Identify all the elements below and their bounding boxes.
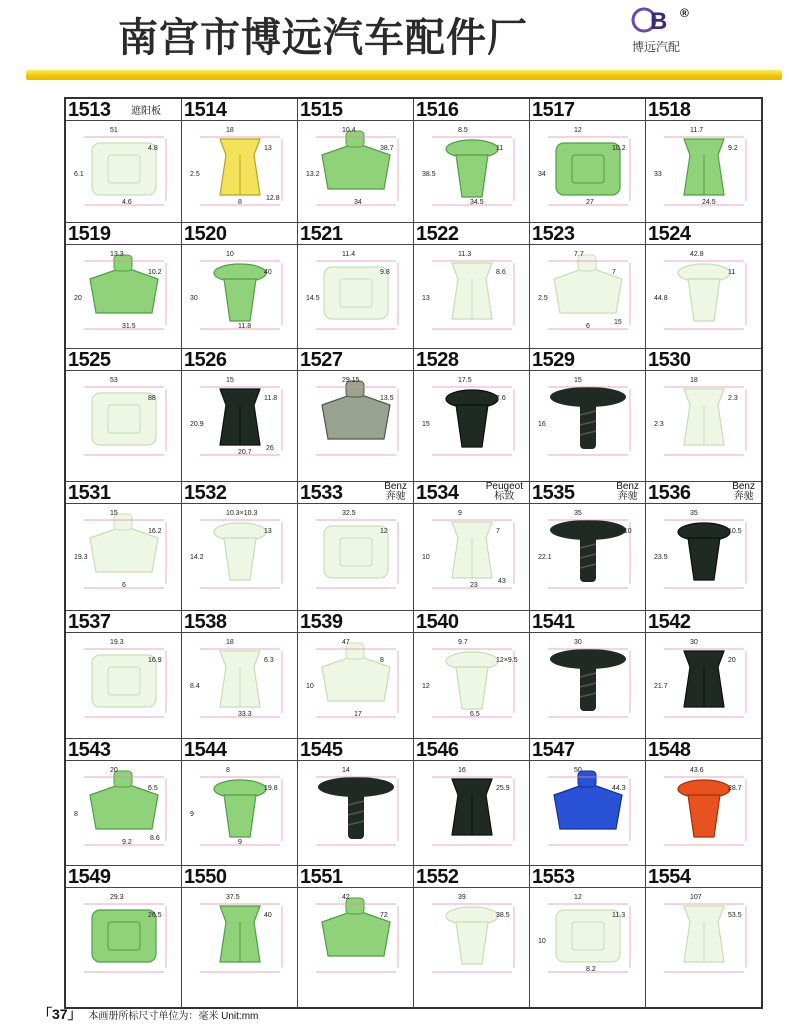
dimension-label: 13 bbox=[422, 295, 430, 302]
dimension-label: 34.5 bbox=[470, 199, 484, 206]
dimension-label: 8 bbox=[380, 657, 384, 664]
dimension-label: 12 bbox=[574, 894, 582, 901]
dimension-label: 35 bbox=[574, 510, 582, 517]
part-number: 1545 bbox=[300, 739, 343, 761]
part-number: 1514 bbox=[184, 99, 227, 121]
dimension-label: 53 bbox=[110, 377, 118, 384]
dimension-label: 15 bbox=[422, 421, 430, 428]
part-brand: Benz 奔驰 bbox=[732, 482, 755, 502]
dimension-label: 10 bbox=[226, 251, 234, 258]
dimension-label: 44.8 bbox=[654, 295, 668, 302]
part-number: 1524 bbox=[648, 223, 691, 245]
part-number: 1530 bbox=[648, 349, 691, 371]
dimension-labels bbox=[530, 223, 645, 348]
dimension-label: 53.5 bbox=[728, 912, 742, 919]
dimension-label: 18 bbox=[226, 127, 234, 134]
part-number: 1528 bbox=[416, 349, 459, 371]
dimension-label: 11.8 bbox=[264, 395, 278, 402]
dimension-label: 10×10 bbox=[612, 528, 632, 535]
part-number: 1542 bbox=[648, 611, 691, 633]
dimension-label: 17.5 bbox=[458, 377, 472, 384]
part-cell bbox=[66, 611, 182, 738]
dimension-label: 26.5 bbox=[148, 912, 162, 919]
dimension-labels bbox=[530, 611, 645, 738]
dimension-label: 50 bbox=[574, 767, 582, 774]
catalog-row bbox=[66, 866, 761, 1007]
page-number: 「37」 bbox=[38, 1006, 82, 1022]
dimension-label: 19.3 bbox=[74, 554, 88, 561]
dimension-label: 7 bbox=[496, 528, 500, 535]
dimension-label: 8.5 bbox=[458, 127, 468, 134]
company-title: 南宫市博远汽车配件厂 bbox=[118, 15, 528, 61]
dimension-label: 14 bbox=[342, 767, 350, 774]
dimension-label: 39 bbox=[458, 894, 466, 901]
company-logo bbox=[628, 4, 698, 54]
part-number: 1536 bbox=[648, 482, 691, 504]
registered-mark: ® bbox=[680, 6, 689, 20]
dimension-labels bbox=[646, 866, 761, 1007]
part-cell bbox=[530, 611, 646, 738]
dimension-labels bbox=[414, 482, 529, 610]
dimension-labels bbox=[298, 482, 413, 610]
dimension-labels bbox=[414, 739, 529, 865]
dimension-label: 9.2 bbox=[122, 839, 132, 846]
dimension-label: 8.4 bbox=[190, 683, 200, 690]
dimension-label: 20 bbox=[74, 295, 82, 302]
dimension-labels bbox=[66, 349, 181, 481]
dimension-label: 20.7 bbox=[238, 449, 252, 456]
part-cell bbox=[66, 99, 182, 222]
dimension-label: 38.5 bbox=[422, 171, 436, 178]
part-cell bbox=[646, 739, 761, 865]
dimension-label: 32.5 bbox=[342, 510, 356, 517]
dimension-label: 15 bbox=[226, 377, 234, 384]
dimension-label: 17 bbox=[354, 711, 362, 718]
dimension-labels bbox=[530, 739, 645, 865]
part-cell bbox=[298, 223, 414, 348]
dimension-labels bbox=[414, 99, 529, 222]
part-number: 1518 bbox=[648, 99, 691, 121]
part-cell bbox=[530, 739, 646, 865]
part-cell bbox=[414, 739, 530, 865]
dimension-label: 12 bbox=[422, 683, 430, 690]
dimension-label: 15 bbox=[574, 377, 582, 384]
dimension-label: 40 bbox=[264, 912, 272, 919]
part-number: 1532 bbox=[184, 482, 227, 504]
dimension-label: 9.2 bbox=[728, 145, 738, 152]
dimension-labels bbox=[530, 349, 645, 481]
part-number: 1549 bbox=[68, 866, 111, 888]
dimension-label: 29.15 bbox=[342, 377, 360, 384]
dimension-label: 4.8 bbox=[148, 145, 158, 152]
dimension-label: 8 bbox=[74, 811, 78, 818]
dimension-label: 10 bbox=[422, 554, 430, 561]
dimension-label: 11 bbox=[496, 145, 504, 152]
dimension-label: 42 bbox=[342, 894, 350, 901]
dimension-label: 16.2 bbox=[148, 528, 162, 535]
dimension-labels bbox=[182, 611, 297, 738]
dimension-labels bbox=[182, 223, 297, 348]
part-number: 1546 bbox=[416, 739, 459, 761]
dimension-labels bbox=[298, 349, 413, 481]
dimension-labels bbox=[646, 482, 761, 610]
dimension-label: 16 bbox=[538, 421, 546, 428]
dimension-label: 11.8 bbox=[238, 323, 252, 330]
dimension-label: 8.6 bbox=[496, 269, 506, 276]
dimension-label: 11.7 bbox=[690, 127, 704, 134]
part-number: 1550 bbox=[184, 866, 227, 888]
part-cell bbox=[298, 611, 414, 738]
part-brand: Benz 奔驰 bbox=[616, 482, 639, 502]
dimension-label: 19.3 bbox=[110, 639, 124, 646]
part-cell bbox=[414, 99, 530, 222]
dimension-labels bbox=[66, 223, 181, 348]
logo-mark-icon bbox=[630, 6, 678, 34]
part-cell bbox=[646, 866, 761, 1007]
dimension-label: 11.4 bbox=[342, 251, 356, 258]
dimension-label: 24.5 bbox=[702, 199, 716, 206]
dimension-label: 10.3×10.3 bbox=[226, 510, 258, 517]
dimension-label: 22.1 bbox=[538, 554, 552, 561]
part-cell bbox=[182, 866, 298, 1007]
part-number: 1534 bbox=[416, 482, 459, 504]
dimension-labels bbox=[66, 99, 181, 222]
part-number: 1526 bbox=[184, 349, 227, 371]
part-cell bbox=[414, 611, 530, 738]
dimension-label: 21.7 bbox=[654, 683, 668, 690]
dimension-label: 22.4 bbox=[380, 785, 394, 792]
part-cell bbox=[66, 349, 182, 481]
dimension-label: 16.9 bbox=[148, 657, 162, 664]
dimension-label: 8.2 bbox=[586, 966, 596, 973]
part-cell bbox=[530, 223, 646, 348]
dimension-label: 12×9.5 bbox=[496, 657, 518, 664]
dimension-labels bbox=[298, 739, 413, 865]
dimension-label: 72 bbox=[380, 912, 388, 919]
dimension-labels bbox=[66, 866, 181, 1007]
dimension-label: 40 bbox=[264, 269, 272, 276]
part-note: 遮阳板 bbox=[131, 106, 161, 117]
part-cell bbox=[530, 482, 646, 610]
dimension-label: 10.4 bbox=[342, 127, 356, 134]
dimension-label: 33.3 bbox=[238, 711, 252, 718]
dimension-label: 14.2 bbox=[190, 554, 204, 561]
dimension-labels bbox=[182, 482, 297, 610]
dimension-labels bbox=[298, 99, 413, 222]
dimension-label: 6 bbox=[122, 582, 126, 589]
dimension-labels bbox=[530, 482, 645, 610]
dimension-label: 7.7 bbox=[574, 251, 584, 258]
dimension-label: 2.5 bbox=[190, 171, 200, 178]
dimension-label: 24 bbox=[612, 657, 620, 664]
dimension-labels bbox=[414, 349, 529, 481]
dimension-labels bbox=[182, 349, 297, 481]
dimension-label: 10.2 bbox=[148, 269, 162, 276]
part-cell bbox=[530, 349, 646, 481]
part-number: 1515 bbox=[300, 99, 343, 121]
dimension-labels bbox=[646, 739, 761, 865]
part-number: 1533 bbox=[300, 482, 343, 504]
dimension-labels bbox=[646, 99, 761, 222]
dimension-label: 8 bbox=[238, 199, 242, 206]
dimension-label: 30 bbox=[690, 639, 698, 646]
dimension-labels bbox=[646, 223, 761, 348]
dimension-label: 26 bbox=[266, 445, 274, 452]
part-cell bbox=[298, 866, 414, 1007]
part-cell bbox=[298, 99, 414, 222]
catalog-row bbox=[66, 349, 761, 482]
dimension-label: 13.2 bbox=[306, 171, 320, 178]
part-number: 1543 bbox=[68, 739, 111, 761]
catalog-row bbox=[66, 739, 761, 866]
part-number: 1548 bbox=[648, 739, 691, 761]
dimension-labels bbox=[298, 611, 413, 738]
catalog-row bbox=[66, 99, 761, 223]
page-footer bbox=[38, 1004, 258, 1024]
dimension-label: 34 bbox=[538, 171, 546, 178]
dimension-label: 51 bbox=[110, 127, 118, 134]
dimension-label: 11.3 bbox=[612, 912, 626, 919]
dimension-label: 23 bbox=[470, 582, 478, 589]
part-cell bbox=[646, 223, 761, 348]
dimension-labels bbox=[414, 611, 529, 738]
dimension-label: 10.5 bbox=[728, 528, 742, 535]
part-number: 1520 bbox=[184, 223, 227, 245]
part-cell bbox=[66, 223, 182, 348]
dimension-label: 6.3 bbox=[264, 657, 274, 664]
part-cell bbox=[646, 482, 761, 610]
dimension-label: 20 bbox=[728, 657, 736, 664]
part-cell bbox=[646, 349, 761, 481]
part-number: 1531 bbox=[68, 482, 111, 504]
page-header bbox=[0, 0, 803, 92]
dimension-label: 23.5 bbox=[654, 554, 668, 561]
part-number: 1516 bbox=[416, 99, 459, 121]
dimension-label: 34 bbox=[354, 199, 362, 206]
dimension-label: 6 bbox=[612, 395, 616, 402]
dimension-label: 11 bbox=[728, 269, 736, 276]
dimension-label: 13.3 bbox=[110, 251, 124, 258]
dimension-label: 10 bbox=[538, 938, 546, 945]
dimension-label: 15 bbox=[614, 319, 622, 326]
dimension-label: 33 bbox=[654, 171, 662, 178]
dimension-labels bbox=[66, 739, 181, 865]
dimension-label: 8.6 bbox=[150, 835, 160, 842]
catalog-row bbox=[66, 482, 761, 611]
dimension-labels bbox=[530, 866, 645, 1007]
unit-note: 本画册所标尺寸单位为：毫米 Unit:mm bbox=[88, 1011, 259, 1022]
dimension-label: 12 bbox=[574, 127, 582, 134]
dimension-label: 27 bbox=[586, 199, 594, 206]
dimension-label: 13.5 bbox=[380, 395, 394, 402]
part-cell bbox=[298, 739, 414, 865]
part-cell bbox=[182, 739, 298, 865]
part-number: 1527 bbox=[300, 349, 343, 371]
part-cell bbox=[66, 739, 182, 865]
dimension-label: 43 bbox=[498, 578, 506, 585]
dimension-labels bbox=[66, 482, 181, 610]
dimension-label: 28.7 bbox=[728, 785, 742, 792]
part-cell bbox=[182, 611, 298, 738]
dimension-label: 2.3 bbox=[728, 395, 738, 402]
dimension-label: 7.6 bbox=[496, 395, 506, 402]
part-cell bbox=[182, 349, 298, 481]
dimension-label: 8 bbox=[226, 767, 230, 774]
dimension-label: 14.5 bbox=[306, 295, 320, 302]
dimension-label: 25.9 bbox=[496, 785, 510, 792]
part-number: 1551 bbox=[300, 866, 343, 888]
dimension-label: 7 bbox=[612, 269, 616, 276]
dimension-label: 107 bbox=[690, 894, 702, 901]
dimension-label: 18 bbox=[226, 639, 234, 646]
dimension-label: 13 bbox=[264, 145, 272, 152]
part-number: 1522 bbox=[416, 223, 459, 245]
dimension-label: 4.6 bbox=[122, 199, 132, 206]
part-number: 1535 bbox=[532, 482, 575, 504]
dimension-label: 9 bbox=[458, 510, 462, 517]
dimension-label: 20 bbox=[110, 767, 118, 774]
dimension-labels bbox=[646, 611, 761, 738]
yellow-divider-band bbox=[26, 70, 782, 80]
dimension-label: 16 bbox=[458, 767, 466, 774]
part-cell bbox=[414, 349, 530, 481]
dimension-labels bbox=[182, 99, 297, 222]
parts-catalog-grid bbox=[64, 97, 763, 1009]
dimension-label: 12 bbox=[380, 528, 388, 535]
dimension-label: 31.5 bbox=[122, 323, 136, 330]
part-number: 1547 bbox=[532, 739, 575, 761]
catalog-row bbox=[66, 223, 761, 349]
dimension-label: 15 bbox=[110, 510, 118, 517]
dimension-label: 2.3 bbox=[654, 421, 664, 428]
part-cell bbox=[530, 866, 646, 1007]
dimension-label: 2.5 bbox=[538, 295, 548, 302]
dimension-labels bbox=[182, 866, 297, 1007]
dimension-label: 9 bbox=[238, 839, 242, 846]
dimension-label: 6.5 bbox=[148, 785, 158, 792]
dimension-label: 44.3 bbox=[612, 785, 626, 792]
dimension-label: 13 bbox=[264, 528, 272, 535]
dimension-label: 29.3 bbox=[110, 894, 124, 901]
dimension-label: 6.1 bbox=[74, 171, 84, 178]
part-number: 1529 bbox=[532, 349, 575, 371]
part-cell bbox=[66, 866, 182, 1007]
part-cell bbox=[182, 99, 298, 222]
dimension-label: 20.9 bbox=[190, 421, 204, 428]
part-number: 1553 bbox=[532, 866, 575, 888]
logo-text: 博远汽配 bbox=[632, 40, 681, 54]
dimension-label: 9.8 bbox=[380, 269, 390, 276]
dimension-label: 47 bbox=[342, 639, 350, 646]
dimension-label: 19.8 bbox=[264, 785, 278, 792]
dimension-label: 38.7 bbox=[380, 145, 394, 152]
dimension-label: 12.8 bbox=[266, 195, 280, 202]
dimension-label: 11.3 bbox=[458, 251, 472, 258]
dimension-label: 10.2 bbox=[612, 145, 626, 152]
part-cell bbox=[530, 99, 646, 222]
dimension-labels bbox=[298, 866, 413, 1007]
catalog-row bbox=[66, 611, 761, 739]
part-number: 1513 bbox=[68, 99, 111, 121]
dimension-label: 6.5 bbox=[470, 711, 480, 718]
part-cell bbox=[298, 349, 414, 481]
dimension-labels bbox=[66, 611, 181, 738]
part-number: 1554 bbox=[648, 866, 691, 888]
part-cell bbox=[646, 99, 761, 222]
dimension-label: 6 bbox=[586, 323, 590, 330]
part-cell bbox=[414, 482, 530, 610]
part-number: 1523 bbox=[532, 223, 575, 245]
dimension-label: 37.5 bbox=[226, 894, 240, 901]
part-number: 1521 bbox=[300, 223, 343, 245]
part-number: 1538 bbox=[184, 611, 227, 633]
dimension-label: 88 bbox=[148, 395, 156, 402]
dimension-label: 42.8 bbox=[690, 251, 704, 258]
part-number: 1552 bbox=[416, 866, 459, 888]
part-cell bbox=[646, 611, 761, 738]
part-cell bbox=[414, 223, 530, 348]
dimension-labels bbox=[182, 739, 297, 865]
part-cell bbox=[66, 482, 182, 610]
part-cell bbox=[414, 866, 530, 1007]
part-cell bbox=[182, 482, 298, 610]
part-cell bbox=[182, 223, 298, 348]
dimension-label: 9 bbox=[190, 811, 194, 818]
part-number: 1544 bbox=[184, 739, 227, 761]
dimension-labels bbox=[646, 349, 761, 481]
part-number: 1540 bbox=[416, 611, 459, 633]
dimension-labels bbox=[530, 99, 645, 222]
dimension-labels bbox=[414, 866, 529, 1007]
svg-text:B: B bbox=[650, 8, 668, 34]
part-brand: Benz 奔驰 bbox=[384, 482, 407, 502]
dimension-label: 30 bbox=[190, 295, 198, 302]
dimension-label: 35 bbox=[690, 510, 698, 517]
part-number: 1539 bbox=[300, 611, 343, 633]
part-number: 1517 bbox=[532, 99, 575, 121]
part-brand: Peugeot 标致 bbox=[485, 482, 523, 502]
dimension-labels bbox=[298, 223, 413, 348]
dimension-label: 10 bbox=[306, 683, 314, 690]
part-number: 1519 bbox=[68, 223, 111, 245]
dimension-label: 9.7 bbox=[458, 639, 468, 646]
dimension-label: 38.5 bbox=[496, 912, 510, 919]
part-number: 1537 bbox=[68, 611, 111, 633]
dimension-label: 43.6 bbox=[690, 767, 704, 774]
part-cell bbox=[298, 482, 414, 610]
part-number: 1525 bbox=[68, 349, 111, 371]
part-number: 1541 bbox=[532, 611, 575, 633]
dimension-label: 18 bbox=[690, 377, 698, 384]
dimension-labels bbox=[414, 223, 529, 348]
dimension-label: 30 bbox=[574, 639, 582, 646]
